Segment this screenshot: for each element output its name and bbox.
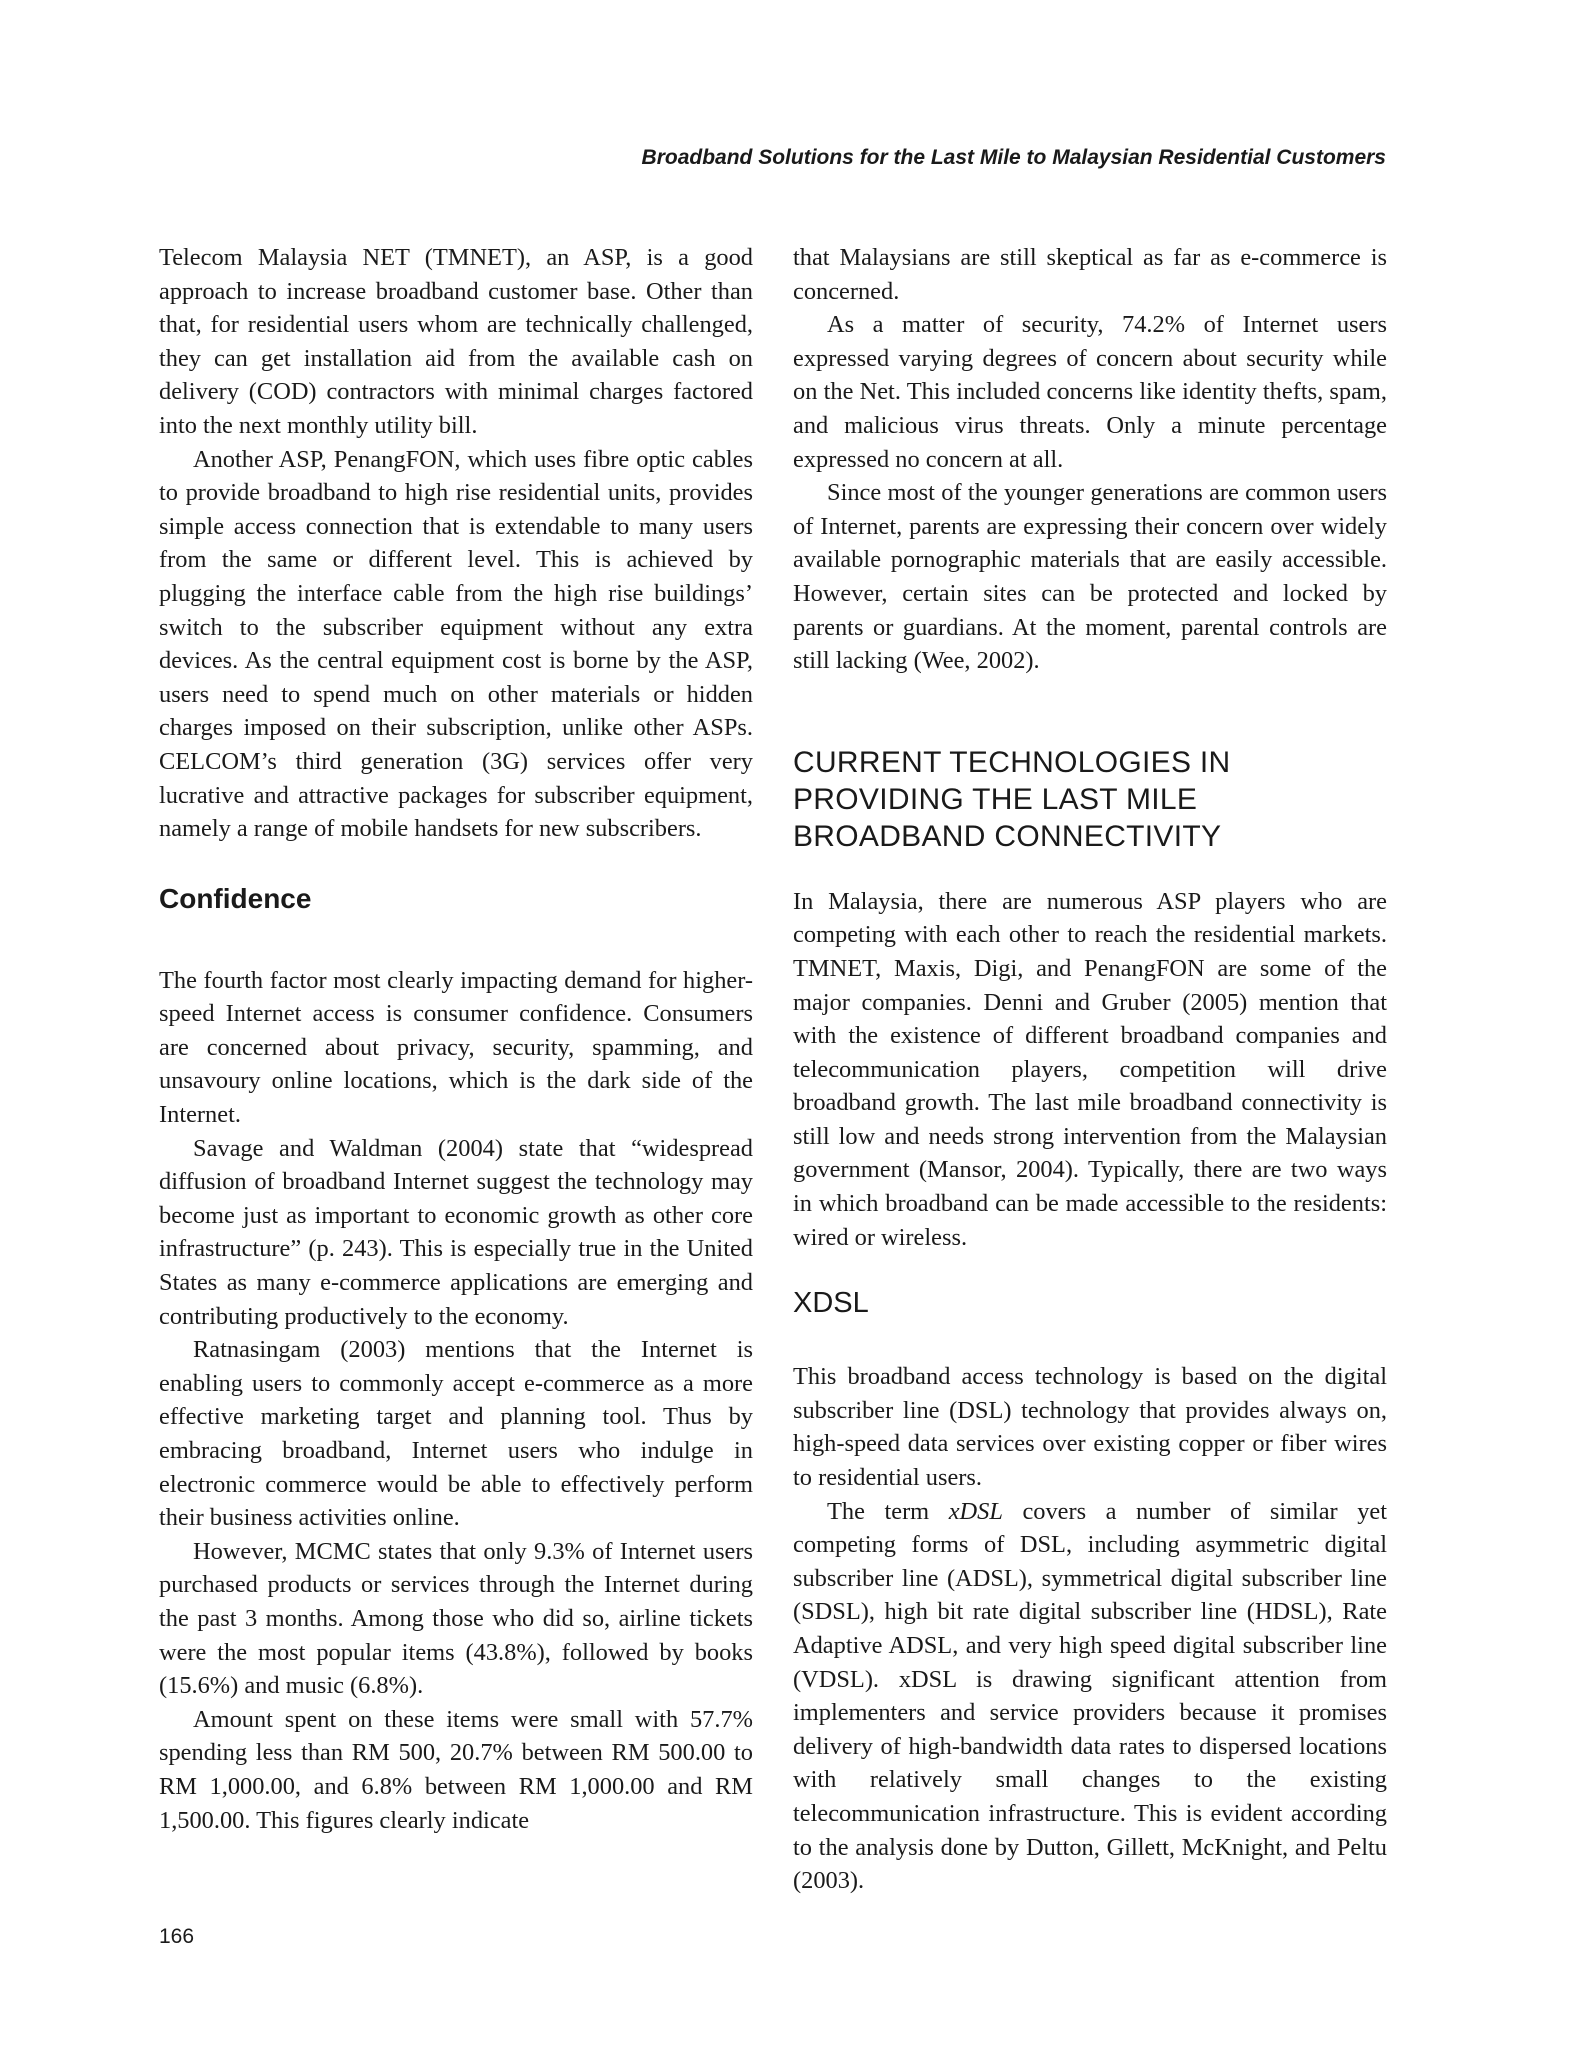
heading-line: CURRENT TECHNOLOGIES IN [793,745,1231,779]
paragraph-penangfon: Another ASP, PenangFON, which uses fibre optic cables to provide broadband to high rise residential units, provides simple access connection that is extendable to many users from the same or different level. This is achieved by plugging the interface cable from the high rise buildings’ switch to the subscriber equipment without any extra devices. As the central equipment cost is borne by the ASP, users need to spend much on other materials or hidden charges imposed on their subscription, unlike other ASPs. CELCOM’s third generation (3G) services offer very lucrative and attractive packages for subscriber equipment, namely a range of mobile handsets for new subscribers. [159,445,753,843]
term-xdsl: xDSL [948,1497,1003,1525]
paragraph-asp-players: In Malaysia, there are numerous ASP players who are competing with each other to reach the residential markets. TMNET, Maxis, Digi, and PenangFON are some of the major companies. Denni and Gruber (2005) mention that with the existence of different broadband companies and telecommunication players, competition will drive broadband growth. The last mile broadband connectivity is still low and needs strong intervention from the Malaysian government (Mansor, 2004). Typically, there are two ways in which broadband can be made accessible to the residents: wired or wireless. [793,887,1387,1251]
paragraph-mcmc-stats: However, MCMC states that only 9.3% of Internet users purchased products or services through the Internet during the past 3 months. Among those who did so, airline tickets were the most popular items (43.8%), followed by books (15.6%) and music (6.8%). [159,1537,753,1700]
text-run: covers a number of similar yet competing forms of DSL, including asymmetric digital subscriber line (ADSL), symmetrical digital subscriber line (SDSL), high bit rate digital subscriber line (HDSL), Rate Adaptive ADSL, and very high speed digital subscriber line (VDSL). xDSL is drawing significant attention from implementers and service providers because it promises delivery of high-bandwidth data rates to dispersed locations with relatively small changes to the existing telecommunication infrastructure. This is evident according to the analysis done by Dutton, Gillett, McKnight, and Peltu (2003). [793,1497,1387,1895]
left-column [159,241,753,1837]
page-number: 166 [159,1925,195,1948]
heading-xdsl: XDSL [793,1287,869,1320]
paragraph-parental: Since most of the younger generations are common users of Internet, parents are expressing their concern over widely available pornographic materials that are easily accessible. However, certain sites can be protected and locked by parents or guardians. At the moment, parental controls are still lacking (Wee, 2002). [793,479,1387,675]
heading-line: PROVIDING THE LAST MILE [793,782,1198,816]
right-column [793,241,1387,1898]
heading-current-technologies [793,744,1387,855]
paragraph-savage-waldman: Savage and Waldman (2004) state that “widespread diffusion of broadband Internet suggest the technology may become just as important to economic growth as other core infrastructure” (p. 243). This is especially true in the United States as many e-commerce applications are emerging and contributing productively to the economy. [159,1134,753,1330]
paragraph-consumer-confidence: The fourth factor most clearly impacting demand for higher-speed Internet access is consumer confidence. Consumers are concerned about privacy, security, spamming, and unsavoury online locations, which is the dark side of the Internet. [159,966,753,1129]
paragraph-security: As a matter of security, 74.2% of Internet users expressed varying degrees of concern about security while on the Net. This included concerns like identity thefts, spam, and malicious virus threats. Only a minute percentage expressed no concern at all. [793,311,1387,473]
paragraph-dsl-technology: This broadband access technology is based on the digital subscriber line (DSL) technology that provides always on, high-speed data services over existing copper or fiber wires to residential users. [793,1363,1387,1492]
paragraph-tmnet: Telecom Malaysia NET (TMNET), an ASP, is a good approach to increase broadband customer base. Other than that, for residential users whom are technically challenged, they can get installation aid from the available cash on delivery (COD) contractors with minimal charges factored into the next monthly utility bill. [159,244,753,439]
paragraph-xdsl-forms [793,1495,1387,1898]
paragraph-ratnasingam: Ratnasingam (2003) mentions that the Internet is enabling users to commonly accept e-commerce as a more effective marketing target and planning tool. Thus by embracing broadband, Internet users who indulge in electronic commerce would be able to effectively perform their business activities online. [159,1336,753,1532]
text-run: The term [827,1497,949,1525]
paragraph-amount-spent: Amount spent on these items were small with 57.7% spending less than RM 500, 20.7% between RM 500.00 to RM 1,000.00, and 6.8% between RM 1,000.00 and RM 1,500.00. This figures clearly indicate [159,1705,753,1834]
heading-confidence: Confidence [159,882,312,914]
paragraph-skeptical: that Malaysians are still skeptical as far as e-commerce is concerned. [793,244,1387,305]
heading-line: BROADBAND CONNECTIVITY [793,819,1222,853]
running-header-title: Broadband Solutions for the Last Mile to Malaysian Residential Customers [641,146,1386,169]
